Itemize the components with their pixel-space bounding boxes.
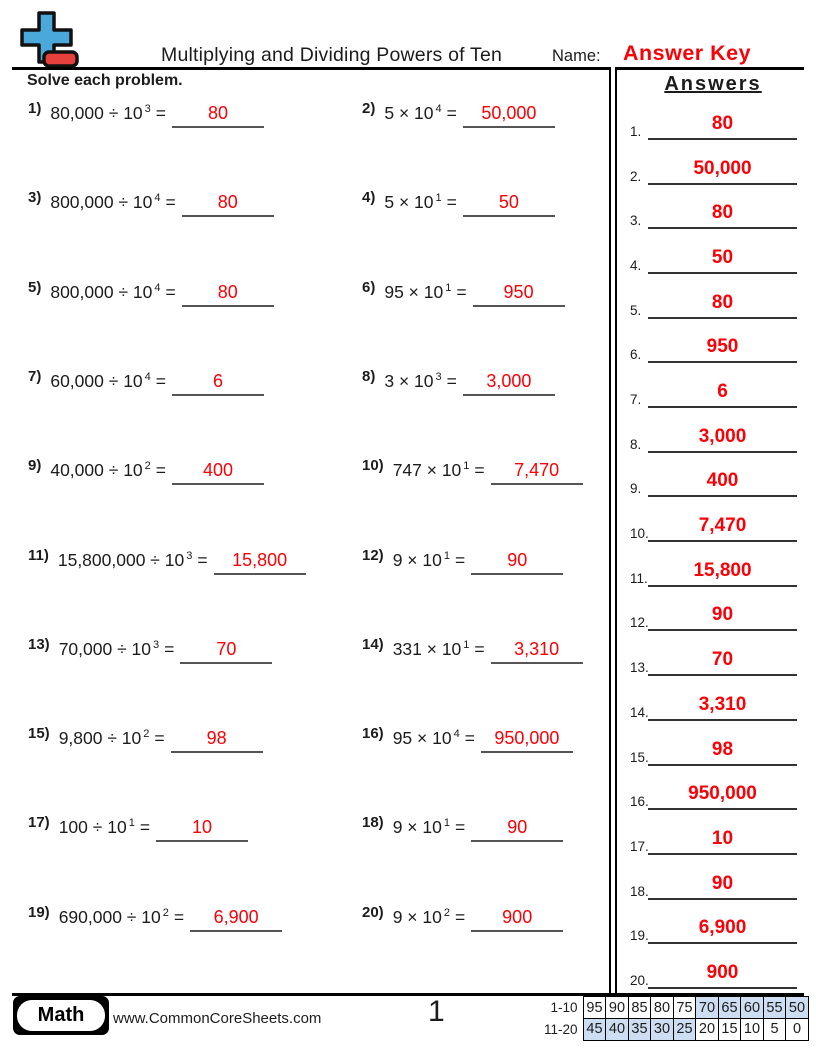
answer-entry-value: 90 [711, 604, 734, 626]
answer-entry-number: 4. [630, 258, 642, 274]
problem-number: 12) [362, 546, 384, 564]
expression-lhs: 15,800,000 ÷ 10 [57, 549, 185, 570]
answer-entry-value: 950 [706, 336, 739, 358]
problem-number: 4) [362, 189, 376, 207]
answer-entry-number: 14. [630, 704, 649, 720]
answer-entry-19 [620, 899, 806, 944]
problem-number: 14) [362, 635, 384, 653]
answer-entry-line [648, 873, 797, 900]
exponent: 2 [443, 906, 450, 919]
exponent: 1 [435, 192, 442, 205]
answer-entry-value: 6 [717, 381, 728, 403]
equals-sign: = [446, 192, 457, 213]
answer-blank [182, 282, 274, 307]
answer-entry-line [648, 739, 797, 766]
problem-expression [50, 282, 175, 302]
problem-expression [393, 460, 485, 480]
expression-lhs: 3 × 10 [384, 370, 434, 391]
exponent: 3 [186, 549, 193, 562]
problem-expression [393, 728, 475, 748]
answer-blank [182, 192, 274, 217]
answer-entry-13 [620, 631, 806, 676]
exponent: 4 [453, 728, 460, 741]
grading-row-2 [539, 1018, 810, 1041]
answer-entry-value: 950,000 [688, 783, 757, 805]
problem-number: 16) [362, 725, 384, 743]
answer-entry-number: 13. [630, 660, 649, 676]
answer-entry-7 [620, 363, 806, 408]
equals-sign: = [474, 460, 485, 481]
problem-expression [384, 103, 457, 123]
problem-number: 7) [28, 367, 42, 385]
equals-sign: = [154, 728, 165, 749]
grade-cell-row1-5: 75 [673, 996, 697, 1019]
answer-value: 70 [216, 638, 237, 659]
answer-entry-number: 7. [630, 392, 642, 408]
answer-entry-number: 6. [630, 347, 642, 363]
answer-blank [481, 728, 573, 753]
answer-entry-5 [620, 274, 806, 319]
expression-lhs: 80,000 ÷ 10 [50, 103, 143, 123]
problem-3 [28, 189, 274, 217]
answer-entry-line [648, 783, 797, 810]
answer-value: 90 [507, 549, 528, 570]
answer-entry-4 [620, 229, 806, 274]
subject-badge-label: Math [17, 1000, 105, 1031]
answer-entry-value: 90 [711, 872, 734, 894]
grade-cell-row2-2: 40 [605, 1018, 629, 1041]
problem-expression [393, 907, 466, 927]
exponent: 2 [162, 906, 169, 919]
answer-entry-12 [620, 586, 806, 631]
problem-expression [59, 817, 150, 837]
answer-entry-1 [620, 95, 806, 140]
grade-cell-row1-10: 50 [785, 996, 809, 1019]
problem-expression [50, 371, 166, 391]
answer-entry-number: 16. [630, 794, 649, 810]
problem-expression [384, 192, 457, 212]
expression-lhs: 9 × 10 [392, 817, 442, 838]
answer-entry-number: 10. [630, 526, 649, 542]
answer-value: 50,000 [481, 103, 537, 123]
answer-blank [214, 550, 306, 575]
answer-entry-line [648, 158, 797, 185]
problem-6 [362, 279, 565, 307]
expression-lhs: 40,000 ÷ 10 [50, 460, 143, 481]
problem-number: 5) [28, 278, 42, 296]
expression-lhs: 70,000 ÷ 10 [58, 638, 152, 659]
exponent: 4 [154, 192, 161, 205]
equals-sign: = [164, 638, 175, 659]
answer-entry-number: 8. [630, 436, 642, 452]
equals-sign: = [155, 460, 167, 481]
grade-cell-row2-4: 30 [650, 1018, 674, 1041]
grade-cell-row2-9: 5 [763, 1018, 787, 1041]
problem-9 [28, 457, 264, 485]
minus-icon [44, 52, 77, 66]
answer-entry-6 [620, 318, 806, 363]
problem-expression [50, 103, 166, 123]
answer-blank [471, 817, 563, 842]
answer-entry-value: 15,800 [693, 559, 752, 581]
answer-entry-number: 12. [630, 615, 649, 631]
equals-sign: = [139, 817, 151, 838]
answer-entry-line [648, 828, 797, 855]
answer-entry-2 [620, 140, 806, 185]
answer-entry-value: 7,470 [698, 515, 747, 537]
answer-entry-number: 3. [630, 213, 642, 229]
grade-cell-row1-8: 60 [740, 996, 764, 1019]
equals-sign: = [454, 549, 466, 570]
answer-value: 98 [206, 728, 227, 749]
problem-5 [28, 279, 274, 307]
expression-lhs: 9 × 10 [392, 549, 442, 570]
problem-11 [28, 547, 306, 575]
problem-expression [50, 192, 175, 212]
answer-entry-line [648, 292, 797, 319]
problem-13 [28, 636, 272, 664]
problem-number: 19) [28, 903, 50, 921]
answer-entry-value: 50,000 [693, 157, 752, 179]
answer-entry-line [648, 113, 797, 140]
answer-entry-line [648, 962, 797, 989]
problem-expression [384, 371, 457, 391]
grade-cell-row2-7: 15 [718, 1018, 742, 1041]
exponent: 1 [463, 460, 470, 473]
equals-sign: = [474, 638, 485, 659]
answer-entry-line [648, 381, 797, 408]
equals-sign: = [155, 103, 167, 123]
problem-18 [362, 814, 563, 842]
grade-cell-row1-1: 95 [583, 996, 607, 1019]
answer-value: 15,800 [232, 549, 288, 570]
answer-blank [463, 371, 555, 396]
answer-entry-value: 6,900 [698, 917, 747, 939]
problem-15 [28, 725, 263, 753]
exponent: 1 [128, 817, 135, 830]
answer-entry-line [648, 649, 797, 676]
problem-expression [384, 282, 466, 302]
answer-value: 80 [217, 281, 238, 302]
answer-entry-line [648, 604, 797, 631]
problem-number: 11) [28, 546, 49, 564]
answer-blank [172, 103, 264, 128]
exponent: 3 [435, 370, 442, 383]
problem-expression [58, 550, 208, 570]
answer-blank [463, 103, 555, 128]
expression-lhs: 100 ÷ 10 [58, 817, 127, 838]
answer-entry-value: 80 [711, 202, 734, 224]
problem-17 [28, 814, 248, 842]
problem-expression [59, 639, 175, 659]
answer-entry-number: 11. [630, 570, 648, 586]
exponent: 3 [144, 103, 151, 115]
problem-20 [362, 904, 563, 932]
expression-lhs: 690,000 ÷ 10 [58, 906, 161, 927]
answer-value: 6 [213, 370, 224, 391]
grade-cell-row2-8: 10 [740, 1018, 764, 1041]
plus-minus-logo [16, 9, 80, 71]
answer-entry-3 [620, 184, 806, 229]
answer-value: 3,000 [486, 370, 532, 391]
answer-value: 50 [498, 192, 519, 213]
exponent: 4 [435, 103, 442, 115]
instructions-text: Solve each problem. [27, 72, 183, 89]
answer-entry-line [648, 917, 797, 944]
answer-entry-line [648, 694, 797, 721]
answer-value: 950,000 [494, 728, 560, 749]
answer-value: 80 [208, 103, 229, 123]
problem-2 [362, 100, 555, 128]
equals-sign: = [464, 728, 475, 749]
answer-entry-line [648, 247, 797, 274]
answer-entry-line [648, 560, 797, 587]
problem-1 [28, 100, 264, 128]
answer-blank [172, 371, 264, 396]
equals-sign: = [197, 549, 208, 570]
grade-cell-row1-6: 70 [695, 996, 719, 1019]
problem-number: 2) [362, 100, 376, 117]
grade-cell-row2-10: 0 [785, 1018, 809, 1041]
answer-entry-8 [620, 408, 806, 453]
answer-entry-value: 400 [706, 470, 739, 492]
problem-7 [28, 368, 264, 396]
answer-entry-number: 15. [630, 749, 649, 765]
subject-badge [13, 996, 109, 1035]
problem-expression [393, 550, 466, 570]
grading-table [539, 996, 810, 1041]
exponent: 1 [443, 817, 450, 830]
answer-value: 80 [217, 192, 238, 213]
problem-number: 10) [362, 457, 384, 475]
answer-entry-value: 70 [711, 649, 734, 671]
expression-lhs: 331 × 10 [392, 638, 462, 659]
grade-cell-row2-3: 35 [628, 1018, 652, 1041]
exponent: 1 [443, 549, 450, 562]
answer-entry-value: 3,310 [698, 693, 747, 715]
answer-entry-10 [620, 497, 806, 542]
equals-sign: = [446, 103, 457, 123]
answer-value: 900 [502, 906, 533, 927]
equals-sign: = [165, 281, 176, 302]
equals-sign: = [446, 370, 457, 391]
problem-number: 6) [362, 278, 376, 296]
problem-expression [393, 817, 466, 837]
expression-lhs: 60,000 ÷ 10 [50, 370, 143, 391]
header-divider-line [12, 67, 804, 70]
expression-lhs: 9,800 ÷ 10 [58, 728, 142, 749]
expression-lhs: 747 × 10 [392, 460, 462, 481]
expression-lhs: 95 × 10 [384, 281, 444, 302]
problem-number: 18) [362, 814, 384, 832]
grading-row-1-cells [583, 996, 810, 1019]
grade-cell-row1-4: 80 [650, 996, 674, 1019]
problem-10 [362, 457, 583, 485]
answer-entry-line [648, 515, 797, 542]
answer-entry-20 [620, 944, 806, 989]
equals-sign: = [165, 192, 176, 213]
grade-cell-row1-2: 90 [605, 996, 629, 1019]
answers-panel-title: Answers [664, 73, 762, 95]
answer-entry-number: 5. [630, 302, 642, 318]
answer-key-text: Answer Key [623, 41, 752, 65]
answer-blank [471, 907, 563, 932]
problem-number: 15) [28, 725, 50, 743]
answer-blank [463, 192, 555, 217]
expression-lhs: 800,000 ÷ 10 [50, 192, 153, 213]
expression-lhs: 95 × 10 [392, 728, 452, 749]
problem-number: 9) [28, 457, 42, 475]
grade-cell-row2-1: 45 [583, 1018, 607, 1041]
answer-blank [491, 460, 583, 485]
answer-value: 6,900 [213, 906, 259, 927]
equals-sign: = [155, 370, 167, 391]
answer-entry-number: 18. [630, 883, 649, 899]
answer-entry-9 [620, 452, 806, 497]
grade-cell-row1-9: 55 [763, 996, 787, 1019]
problem-4 [362, 189, 555, 217]
answer-value: 10 [192, 817, 213, 838]
answer-value: 950 [503, 281, 534, 302]
problem-number: 1) [28, 100, 42, 117]
answer-entry-line [648, 202, 797, 229]
website-url: www.CommonCoreSheets.com [113, 1010, 322, 1027]
answer-entry-line [648, 426, 797, 453]
answer-entry-value: 80 [711, 291, 734, 313]
answer-entry-value: 98 [711, 738, 734, 760]
equals-sign: = [456, 281, 467, 302]
expression-lhs: 9 × 10 [392, 906, 442, 927]
answer-blank [180, 639, 272, 664]
answer-entry-line [648, 470, 797, 497]
answer-entry-number: 19. [630, 928, 649, 944]
problem-number: 20) [362, 903, 384, 921]
problem-number: 13) [28, 635, 50, 653]
equals-sign: = [173, 906, 185, 927]
problem-number: 17) [28, 814, 50, 832]
name-label: Name: [552, 47, 601, 65]
grade-cell-row2-5: 25 [673, 1018, 697, 1041]
exponent: 3 [153, 638, 160, 651]
exponent: 1 [445, 281, 452, 294]
problem-expression [50, 460, 166, 480]
grade-cell-row2-6: 20 [695, 1018, 719, 1041]
answer-entry-15 [620, 721, 806, 766]
answer-entry-number: 1. [630, 124, 642, 139]
expression-lhs: 800,000 ÷ 10 [50, 281, 153, 302]
problem-expression [59, 728, 165, 748]
answer-entry-number: 17. [630, 838, 649, 854]
grading-row-2-cells [583, 1018, 810, 1041]
answer-entry-number: 2. [630, 168, 642, 184]
answer-entry-11 [620, 542, 806, 587]
equals-sign: = [454, 906, 466, 927]
grading-row-2-label: 11-20 [543, 1021, 578, 1037]
exponent: 4 [154, 281, 161, 294]
answer-value: 7,470 [514, 460, 560, 481]
exponent: 1 [463, 638, 470, 651]
answer-value: 3,310 [514, 638, 560, 659]
answer-entry-17 [620, 810, 806, 855]
answer-entry-value: 50 [711, 247, 734, 269]
answer-value: 90 [507, 817, 528, 838]
problem-14 [362, 636, 583, 664]
grade-cell-row1-3: 85 [628, 996, 652, 1019]
problem-expression [393, 639, 485, 659]
answer-entry-number: 20. [630, 972, 649, 988]
problem-16 [362, 725, 573, 753]
answer-entry-value: 900 [706, 961, 739, 983]
answer-entry-number: 9. [630, 481, 642, 497]
expression-lhs: 5 × 10 [384, 192, 434, 213]
problem-19 [28, 904, 282, 932]
answer-blank [171, 728, 263, 753]
exponent: 2 [144, 460, 151, 473]
answer-blank [473, 282, 565, 307]
answer-blank [471, 550, 563, 575]
answer-value: 400 [203, 460, 234, 481]
expression-lhs: 5 × 10 [384, 103, 434, 123]
problem-number: 8) [362, 367, 376, 385]
problem-expression [59, 907, 184, 927]
problem-12 [362, 547, 563, 575]
page-number: 1 [428, 995, 445, 1028]
answer-entry-16 [620, 765, 806, 810]
grading-row-1 [539, 996, 810, 1019]
answer-blank [172, 460, 264, 485]
equals-sign: = [454, 817, 466, 838]
answer-entry-14 [620, 676, 806, 721]
answer-blank [491, 639, 583, 664]
answer-blank [190, 907, 282, 932]
exponent: 2 [143, 728, 150, 741]
answer-entry-value: 10 [711, 827, 734, 849]
answer-entry-line [648, 336, 797, 363]
problem-8 [362, 368, 555, 396]
answers-column-divider [609, 67, 617, 995]
problem-number: 3) [28, 189, 42, 207]
worksheet-title: Multiplying and Dividing Powers of Ten [161, 44, 503, 66]
grade-cell-row1-7: 65 [718, 996, 742, 1019]
answer-entry-18 [620, 855, 806, 900]
answer-entry-value: 3,000 [698, 425, 747, 447]
answer-entry-value: 80 [711, 113, 734, 134]
exponent: 4 [144, 370, 151, 383]
grading-row-1-label: 1-10 [550, 1000, 578, 1015]
answer-blank [156, 817, 248, 842]
